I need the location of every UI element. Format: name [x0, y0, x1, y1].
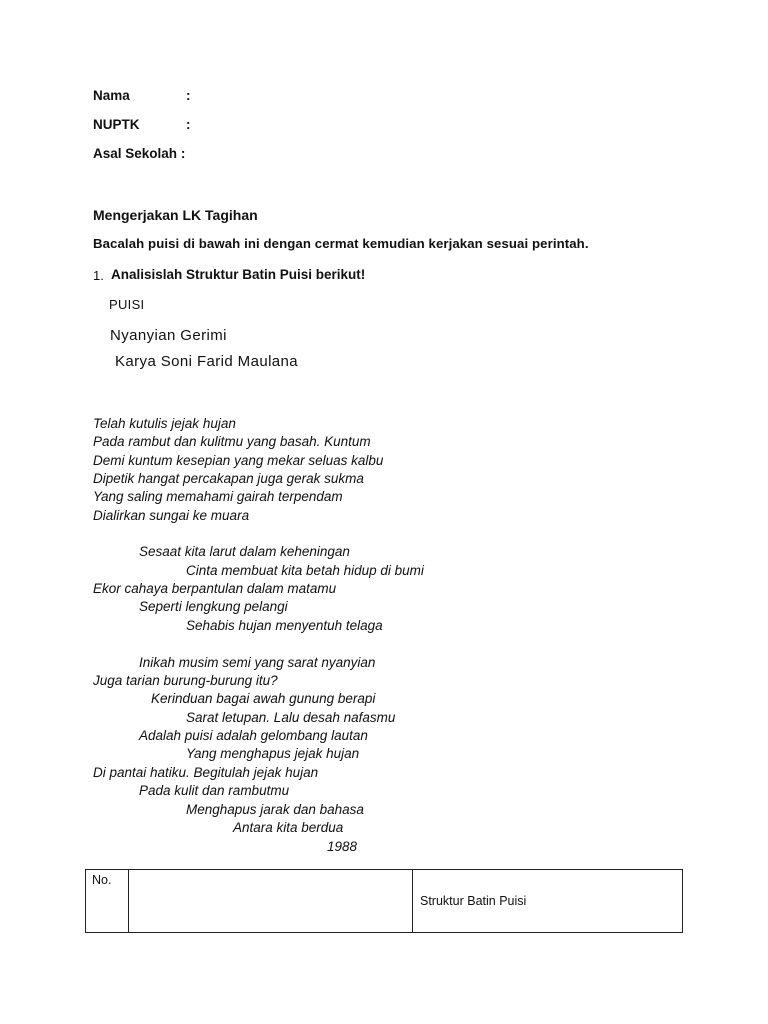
poem-line: Inikah musim semi yang sarat nyanyian	[139, 655, 376, 670]
poem-label: PUISI	[109, 297, 145, 312]
table-row	[86, 870, 683, 933]
question-number: 1.	[93, 268, 104, 283]
poem-title: Nyanyian Gerimi	[110, 327, 227, 344]
poem-line: Di pantai hatiku. Begitulah jejak hujan	[93, 765, 319, 780]
answer-table	[85, 869, 683, 933]
task-title: Mengerjakan LK Tagihan	[93, 207, 258, 223]
field-nuptk	[93, 117, 191, 132]
poem-year: 1988	[327, 839, 358, 854]
field-asal-sekolah	[93, 146, 185, 161]
poem-line: Kerinduan bagai awah gunung berapi	[151, 691, 376, 706]
field-asal-sekolah-colon: :	[180, 146, 186, 161]
poem-line: Sehabis hujan menyentuh telaga	[186, 618, 383, 633]
poem-line: Pada kulit dan rambutmu	[139, 783, 290, 798]
poem-line: Yang menghapus jejak hujan	[186, 746, 360, 761]
poem-line: Seperti lengkung pelangi	[139, 599, 288, 614]
poem-line: Sarat letupan. Lalu desah nafasmu	[186, 710, 396, 725]
table-header-no: No.	[86, 870, 129, 933]
poem-line: Dialirkan sungai ke muara	[93, 508, 250, 523]
poem-author: Karya Soni Farid Maulana	[115, 353, 299, 370]
table-cell-blank[interactable]	[129, 870, 413, 933]
question-text: Analisislah Struktur Batin Puisi berikut!	[111, 267, 366, 282]
poem-line: Telah kutulis jejak hujan	[93, 416, 236, 431]
field-nama-label: Nama	[93, 88, 130, 103]
poem-line: Demi kuntum kesepian yang mekar seluas kalbu	[93, 453, 384, 468]
field-nuptk-label: NUPTK	[93, 117, 140, 132]
poem-line: Menghapus jarak dan bahasa	[186, 802, 364, 817]
poem-line: Dipetik hangat percakapan juga gerak sukma	[93, 471, 364, 486]
poem-line: Cinta membuat kita betah hidup di bumi	[186, 563, 424, 578]
field-asal-sekolah-label: Asal Sekolah	[93, 146, 178, 161]
poem-line: Adalah puisi adalah gelombang lautan	[139, 728, 368, 743]
poem-line: Antara kita berdua	[233, 820, 344, 835]
poem-line: Pada rambut dan kulitmu yang basah. Kuntum	[93, 434, 371, 449]
instruction-text: Bacalah puisi di bawah ini dengan cermat kemudian kerjakan sesuai perintah.	[93, 236, 589, 251]
table-header-struktur: Struktur Batin Puisi	[413, 870, 683, 933]
poem-line: Ekor cahaya berpantulan dalam matamu	[93, 581, 337, 596]
field-nuptk-colon: :	[186, 117, 191, 132]
poem-line: Sesaat kita larut dalam keheningan	[139, 544, 350, 559]
poem-line: Yang saling memahami gairah terpendam	[93, 489, 343, 504]
poem-line: Juga tarian burung-burung itu?	[93, 673, 278, 688]
field-nama	[93, 88, 191, 103]
field-nama-colon: :	[186, 88, 191, 103]
